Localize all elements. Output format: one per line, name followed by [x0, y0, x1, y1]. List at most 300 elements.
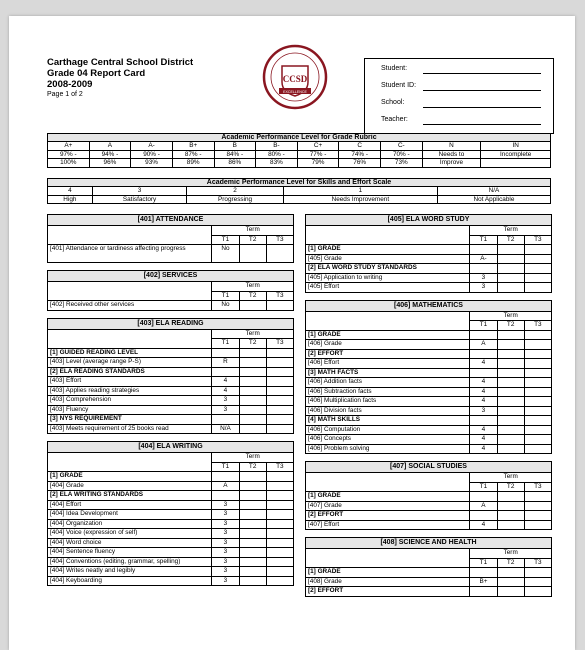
subheading-row [48, 415, 294, 425]
term-2-grade [239, 519, 266, 529]
table-row [48, 519, 294, 529]
rubric-grade-cell: B [214, 142, 256, 151]
term-2-grade [497, 359, 524, 369]
rubric-range-cell: 74% - [339, 150, 381, 159]
grade-cell [497, 568, 524, 578]
grade-cell [239, 367, 266, 377]
rubric-range-cell: 73% [381, 159, 423, 168]
term-2-grade [239, 510, 266, 520]
term-2-header: T2 [497, 235, 524, 245]
grade-cell [470, 368, 497, 378]
term-1-grade: 3 [212, 557, 239, 567]
grade-cell [470, 492, 497, 502]
table-row [48, 386, 294, 396]
item-label: [401] Attendance or tardiness affecting progress [48, 245, 212, 263]
table-row [48, 567, 294, 577]
table-row [306, 435, 552, 445]
term-3-grade [266, 245, 293, 263]
scale-description-cell: High [48, 195, 93, 204]
term-1-grade: 4 [470, 520, 497, 530]
term-2-grade [497, 406, 524, 416]
table-row [48, 557, 294, 567]
term-3-grade [524, 577, 551, 587]
term-2-grade [239, 245, 266, 263]
term-3-grade [524, 425, 551, 435]
grade-rubric-title: Academic Performance Level for Grade Rubric [48, 134, 551, 142]
term-1-header: T1 [212, 339, 239, 349]
school-year: 2008-2009 [47, 79, 93, 90]
subheading-row [306, 368, 552, 378]
subheading-label: [1] GRADE [306, 492, 470, 502]
term-2-grade [239, 538, 266, 548]
grade-cell [497, 368, 524, 378]
term-header: Term [470, 311, 552, 321]
subheading-row [306, 416, 552, 426]
table-row [306, 283, 552, 293]
subject-title: [401] ATTENDANCE [48, 215, 294, 226]
table-row [306, 425, 552, 435]
subheading-label: [2] EFFORT [306, 511, 470, 521]
item-label: [406] Problem solving [306, 444, 470, 454]
skills-scale-table [47, 178, 551, 204]
term-1-grade: 3 [212, 500, 239, 510]
item-label: [404] Effort [48, 500, 212, 510]
rubric-range-cell: 87% - [172, 150, 214, 159]
scale-level-cell: 3 [92, 187, 187, 196]
table-row [306, 406, 552, 416]
term-header: Term [212, 226, 294, 236]
grade-cell [212, 367, 239, 377]
term-header-blank [306, 311, 470, 330]
term-header: Term [470, 226, 552, 236]
subheading-label: [3] MATH FACTS [306, 368, 470, 378]
grade-cell [497, 245, 524, 255]
student-field[interactable] [423, 73, 541, 74]
term-3-grade [524, 397, 551, 407]
term-1-grade: B+ [470, 577, 497, 587]
subject-table [47, 318, 294, 435]
rubric-range-cell: 97% - [48, 150, 90, 159]
grade-cell [524, 245, 551, 255]
item-label: [404] Idea Development [48, 510, 212, 520]
table-row [48, 358, 294, 368]
rubric-range-cell [481, 159, 551, 168]
item-label: [406] Grade [306, 340, 470, 350]
student-id-label: Student ID: [381, 82, 417, 89]
term-2-grade [239, 386, 266, 396]
subject-table [305, 461, 552, 530]
term-2-grade [497, 378, 524, 388]
grade-cell [212, 491, 239, 501]
subheading-label: [1] GRADE [306, 245, 470, 255]
term-2-grade [239, 301, 266, 311]
item-label: [404] Organization [48, 519, 212, 529]
term-3-header: T3 [266, 291, 293, 301]
grade-cell [524, 568, 551, 578]
term-1-grade: No [212, 245, 239, 263]
term-1-header: T1 [470, 321, 497, 331]
subheading-label: [4] MATH SKILLS [306, 416, 470, 426]
term-2-grade [239, 396, 266, 406]
grade-cell [524, 511, 551, 521]
rubric-grade-cell: A [89, 142, 131, 151]
subheading-row [306, 511, 552, 521]
grade-cell [497, 264, 524, 274]
subject-title: [404] ELA WRITING [48, 442, 294, 453]
term-3-grade [524, 254, 551, 264]
term-2-grade [239, 424, 266, 434]
rubric-grade-cell: B- [256, 142, 298, 151]
subheading-row [306, 264, 552, 274]
item-label: [405] Effort [306, 283, 470, 293]
subheading-label: [2] ELA WRITING STANDARDS [48, 491, 212, 501]
subheading-label: [1] GRADE [306, 568, 470, 578]
term-3-header: T3 [524, 321, 551, 331]
rubric-grade-cell: C+ [297, 142, 339, 151]
item-label: [403] Meets requirement of 25 books read [48, 424, 212, 434]
term-3-grade [524, 378, 551, 388]
subheading-label: [2] ELA READING STANDARDS [48, 367, 212, 377]
item-label: [404] Word choice [48, 538, 212, 548]
term-1-grade: R [212, 358, 239, 368]
subheading-row [48, 472, 294, 482]
grade-cell [524, 492, 551, 502]
rubric-grade-cell: A+ [48, 142, 90, 151]
term-1-header: T1 [470, 558, 497, 568]
term-2-grade [497, 397, 524, 407]
term-2-grade [497, 425, 524, 435]
grade-cell [497, 511, 524, 521]
table-row [306, 397, 552, 407]
grade-cell [239, 415, 266, 425]
term-3-grade [524, 435, 551, 445]
term-2-header: T2 [239, 291, 266, 301]
grade-cell [497, 587, 524, 597]
term-3-grade [266, 519, 293, 529]
term-3-grade [524, 406, 551, 416]
table-row [48, 405, 294, 415]
scale-description-cell: Not Applicable [437, 195, 550, 204]
grade-cell [524, 349, 551, 359]
rubric-range-cell: 76% [339, 159, 381, 168]
rubric-range-cell: 83% [256, 159, 298, 168]
grade-cell [212, 472, 239, 482]
table-row [48, 576, 294, 586]
term-3-grade [524, 283, 551, 293]
table-row [48, 396, 294, 406]
scale-description-cell: Satisfactory [92, 195, 187, 204]
subject-title: [403] ELA READING [48, 318, 294, 329]
term-1-grade: 3 [212, 519, 239, 529]
item-label: [406] Multiplication facts [306, 397, 470, 407]
term-3-grade [266, 301, 293, 311]
term-header-blank [48, 329, 212, 348]
term-1-grade: 3 [212, 538, 239, 548]
term-1-header: T1 [212, 235, 239, 245]
term-2-header: T2 [497, 558, 524, 568]
grade-cell [497, 330, 524, 340]
table-row [48, 529, 294, 539]
term-2-header: T2 [497, 321, 524, 331]
term-3-grade [266, 538, 293, 548]
grade-cell [266, 367, 293, 377]
item-label: [406] Concepts [306, 435, 470, 445]
term-1-grade: 4 [470, 444, 497, 454]
grade-cell [470, 349, 497, 359]
rubric-grade-cell: C- [381, 142, 423, 151]
subheading-row [306, 349, 552, 359]
term-1-grade: 4 [470, 359, 497, 369]
scale-level-cell: 2 [187, 187, 283, 196]
item-label: [407] Grade [306, 501, 470, 511]
seal-banner-text: EXCELLENCE [283, 89, 307, 94]
term-2-header: T2 [239, 235, 266, 245]
term-3-grade [524, 387, 551, 397]
table-row [306, 378, 552, 388]
term-1-grade: 3 [212, 567, 239, 577]
subject-table [47, 214, 294, 263]
term-2-grade [497, 501, 524, 511]
item-label: [404] Keyboarding [48, 576, 212, 586]
table-row [306, 520, 552, 530]
term-1-grade: 3 [470, 273, 497, 283]
term-2-grade [239, 405, 266, 415]
scale-description-cell: Progressing [187, 195, 283, 204]
term-2-grade [239, 358, 266, 368]
item-label: [406] Division facts [306, 406, 470, 416]
term-1-grade: No [212, 301, 239, 311]
item-label: [406] Computation [306, 425, 470, 435]
table-row [48, 424, 294, 434]
term-1-grade: 4 [470, 425, 497, 435]
term-1-grade: 3 [212, 576, 239, 586]
district-seal-logo [262, 44, 328, 110]
table-row [306, 254, 552, 264]
grade-cell [266, 491, 293, 501]
subheading-label: [2] EFFORT [306, 349, 470, 359]
term-1-grade: 3 [470, 283, 497, 293]
table-row [48, 377, 294, 387]
term-3-header: T3 [266, 339, 293, 349]
term-1-grade: A [470, 340, 497, 350]
subject-title: [408] SCIENCE AND HEALTH [306, 538, 552, 549]
grade-cell [497, 349, 524, 359]
term-header: Term [212, 453, 294, 463]
rubric-range-cell: Incomplete [481, 150, 551, 159]
term-1-header: T1 [470, 482, 497, 492]
skills-scale-title: Academic Performance Level for Skills and Effort Scale [48, 179, 551, 187]
rubric-grade-cell: A- [131, 142, 173, 151]
term-2-grade [239, 576, 266, 586]
rubric-range-cell: 96% [89, 159, 131, 168]
subheading-row [48, 348, 294, 358]
term-2-grade [497, 577, 524, 587]
rubric-range-cell: Improve [422, 159, 481, 168]
term-1-header: T1 [212, 291, 239, 301]
subject-table [305, 214, 552, 293]
term-3-grade [524, 444, 551, 454]
term-3-grade [266, 424, 293, 434]
subject-title: [402] SERVICES [48, 271, 294, 282]
subheading-label: [1] GRADE [48, 472, 212, 482]
subject-table [305, 537, 552, 597]
item-label: [404] Conventions (editing, grammar, spelling) [48, 557, 212, 567]
report-card-page [9, 16, 575, 650]
teacher-field[interactable] [423, 124, 541, 125]
subheading-row [306, 587, 552, 597]
grade-cell [524, 264, 551, 274]
subheading-row [306, 245, 552, 255]
seal-monogram-text: CCSD [282, 74, 308, 84]
grade-cell [239, 348, 266, 358]
grade-cell [470, 568, 497, 578]
rubric-range-cell: Needs to [422, 150, 481, 159]
term-1-grade: 3 [212, 529, 239, 539]
term-header: Term [212, 282, 294, 292]
term-1-header: T1 [212, 462, 239, 472]
term-3-grade [524, 501, 551, 511]
grade-cell [266, 472, 293, 482]
student-id-field[interactable] [423, 90, 541, 91]
term-3-grade [266, 557, 293, 567]
term-1-grade: 3 [212, 405, 239, 415]
term-1-grade: 4 [470, 378, 497, 388]
item-label: [404] Writes neatly and legibly [48, 567, 212, 577]
scale-level-cell: 1 [283, 187, 437, 196]
rubric-range-cell: 100% [48, 159, 90, 168]
term-2-grade [239, 500, 266, 510]
scale-description-cell: Needs Improvement [283, 195, 437, 204]
subheading-label: [3] NYS REQUIREMENT [48, 415, 212, 425]
rubric-range-cell: 80% - [256, 150, 298, 159]
item-label: [403] Effort [48, 377, 212, 387]
grade-cell [266, 348, 293, 358]
term-3-grade [266, 576, 293, 586]
term-3-header: T3 [266, 462, 293, 472]
rubric-range-cell: 84% - [214, 150, 256, 159]
term-header-blank [48, 282, 212, 301]
term-2-grade [239, 529, 266, 539]
item-label: [404] Sentence fluency [48, 548, 212, 558]
subheading-row [306, 492, 552, 502]
term-2-grade [239, 567, 266, 577]
item-label: [403] Comprehension [48, 396, 212, 406]
term-1-grade: 4 [212, 377, 239, 387]
term-2-grade [239, 377, 266, 387]
grade-cell [470, 511, 497, 521]
term-2-grade [497, 520, 524, 530]
term-3-grade [266, 481, 293, 491]
term-3-grade [266, 386, 293, 396]
grade-cell [470, 330, 497, 340]
grade-cell [470, 416, 497, 426]
item-label: [404] Voice (expression of self) [48, 529, 212, 539]
grade-cell [470, 264, 497, 274]
term-3-grade [266, 567, 293, 577]
term-3-grade [266, 405, 293, 415]
term-1-grade: N/A [212, 424, 239, 434]
term-3-grade [524, 340, 551, 350]
term-2-grade [497, 283, 524, 293]
table-row [48, 538, 294, 548]
term-1-grade: 3 [212, 396, 239, 406]
term-3-header: T3 [524, 235, 551, 245]
term-1-grade: 3 [470, 406, 497, 416]
scale-level-cell: N/A [437, 187, 550, 196]
table-row [306, 359, 552, 369]
term-header-blank [306, 549, 470, 568]
term-2-grade [239, 557, 266, 567]
grade-cell [524, 330, 551, 340]
grade-cell [470, 245, 497, 255]
subheading-label: [2] EFFORT [306, 587, 470, 597]
term-2-grade [239, 548, 266, 558]
rubric-range-cell: 77% - [297, 150, 339, 159]
grade-cell [497, 492, 524, 502]
term-3-header: T3 [266, 235, 293, 245]
term-3-header: T3 [524, 558, 551, 568]
item-label: [407] Effort [306, 520, 470, 530]
item-label: [405] Grade [306, 254, 470, 264]
rubric-range-cell: 70% - [381, 150, 423, 159]
rubric-range-cell: 79% [297, 159, 339, 168]
subheading-row [306, 330, 552, 340]
table-row [306, 387, 552, 397]
grade-rubric-table [47, 133, 551, 168]
table-row [48, 510, 294, 520]
subject-table [305, 300, 552, 455]
item-label: [403] Applies reading strategies [48, 386, 212, 396]
subject-title: [406] MATHEMATICS [306, 300, 552, 311]
term-3-grade [524, 520, 551, 530]
term-1-grade: 4 [212, 386, 239, 396]
subheading-row [48, 491, 294, 501]
item-label: [408] Grade [306, 577, 470, 587]
term-header-blank [48, 453, 212, 472]
rubric-grade-cell: C [339, 142, 381, 151]
term-header: Term [470, 473, 552, 483]
table-row [48, 481, 294, 491]
grade-cell [524, 416, 551, 426]
rubric-range-cell: 94% - [89, 150, 131, 159]
report-title: Grade 04 Report Card [47, 68, 146, 79]
subheading-label: [1] GRADE [306, 330, 470, 340]
term-1-grade: A [470, 501, 497, 511]
rubric-range-cell: 93% [131, 159, 173, 168]
table-row [306, 273, 552, 283]
table-row [48, 245, 294, 263]
grade-cell [212, 348, 239, 358]
term-2-header: T2 [239, 462, 266, 472]
term-3-grade [524, 273, 551, 283]
subheading-row [306, 568, 552, 578]
term-header-blank [48, 226, 212, 245]
item-label: [406] Addition facts [306, 378, 470, 388]
grade-cell [239, 472, 266, 482]
term-1-grade: A [212, 481, 239, 491]
page-indicator: Page 1 of 2 [47, 91, 83, 98]
district-name: Carthage Central School District [47, 57, 194, 68]
subheading-label: [1] GUIDED READING LEVEL [48, 348, 212, 358]
term-3-header: T3 [524, 482, 551, 492]
subject-title: [407] SOCIAL STUDIES [306, 462, 552, 473]
term-3-grade [266, 377, 293, 387]
grade-cell [266, 415, 293, 425]
term-2-grade [497, 340, 524, 350]
teacher-label: Teacher: [381, 116, 408, 123]
term-2-grade [497, 444, 524, 454]
school-field[interactable] [423, 107, 541, 108]
